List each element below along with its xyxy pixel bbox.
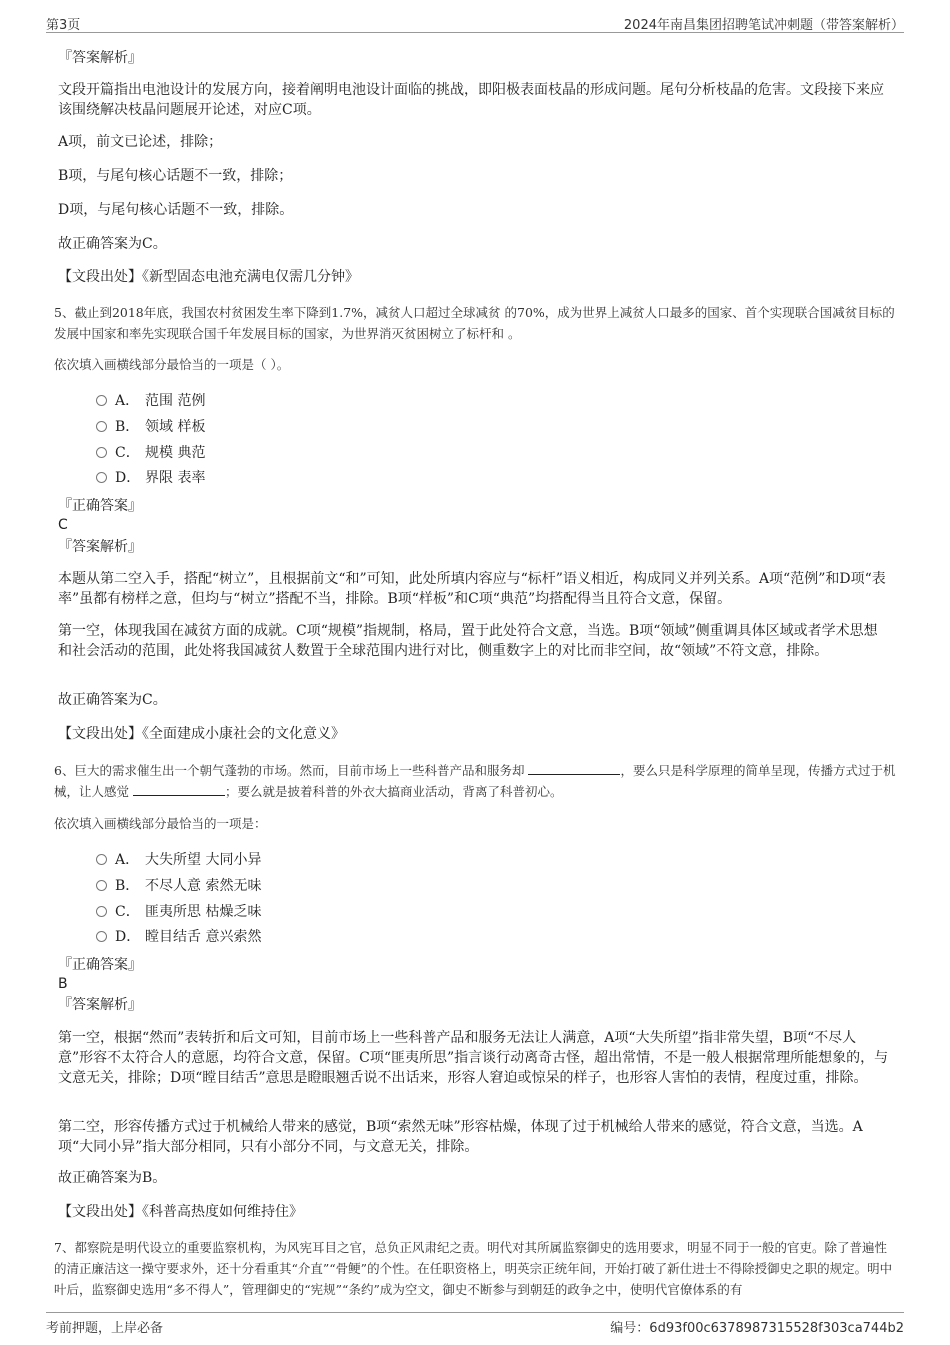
radio-icon[interactable] xyxy=(96,472,107,483)
q5-option-a[interactable]: A． 范围 范例 xyxy=(96,391,205,411)
q4-conclusion: 故正确答案为C。 xyxy=(58,236,167,252)
q5-conclusion: 故正确答案为C。 xyxy=(58,692,167,708)
q6-option-d[interactable]: D． 瞠目结舌 意兴索然 xyxy=(96,927,261,947)
q5-analysis-heading: 『答案解析』 xyxy=(58,539,142,555)
q6-answer-heading: 『正确答案』 xyxy=(58,957,142,973)
fill-blank-2 xyxy=(133,783,225,796)
q5-option-d[interactable]: D． 界限 表率 xyxy=(96,468,205,488)
q6-option-b[interactable]: B． 不尽人意 索然无味 xyxy=(96,876,261,896)
q4-analysis-heading: 『答案解析』 xyxy=(58,50,142,66)
document-code: 编号：6d93f00c6378987315528f303ca744b2 xyxy=(610,1321,904,1336)
radio-icon[interactable] xyxy=(96,421,107,432)
q5-analysis-p2: 第一空，体现我国在减贫方面的成就。C项“规模”指规制，格局，置于此处符合文意，当选。B项“领域”侧重调具体区域或者学术思想和社会活动的范围，此处将我国减贫人数置于全球范围内进行对比，侧重数字上的对比而非空间，故“领域”不符文意，排除。 xyxy=(58,623,878,659)
radio-icon[interactable] xyxy=(96,931,107,942)
q4-analysis-p4: D项，与尾句核心话题不一致，排除。 xyxy=(58,202,294,218)
q6-analysis-p1: 第一空，根据“然而”表转折和后文可知，目前市场上一些科普产品和服务无法让人满意，A项“大失所望”指非常失望，B项“不尽人意”形容不太符合人的意愿，均符合文意，保留。C项“匪夷所思”指言谈行动离奇古怪，超出常情，不是一般人根据常理所能想象的，与文意无关，排除；D项“瞠目结舌”意思是瞪眼翘舌说不出话来，形容人窘迫或惊呆的样子，也形容人害怕的表情，程度过重，排除。 xyxy=(58,1030,889,1086)
q5-answer-heading: 『正确答案』 xyxy=(58,498,142,514)
q6-option-a[interactable]: A． 大失所望 大同小异 xyxy=(96,850,261,870)
q4-analysis-p2: A项，前文已论述，排除； xyxy=(58,134,223,150)
q7-stem: 7、都察院是明代设立的重要监察机构，为风宪耳目之官，总负正风肃纪之责。明代对其所属监察御史的选用要求，明显不同于一般的官吏。除了普遍性的清正廉洁这一操守要求外，还十分看重其“介直”“骨鲠”的个性。在任职资格上，明英宗正统年间，开始打破了新仕进士不得除授御史之职的规定。明中叶后，监察御史选用“多不得人”，管理御史的“宪规”“条约”成为空文，御史不断参与到朝廷的政争之中，使明代官僚体系的有 xyxy=(54,1240,893,1297)
radio-icon[interactable] xyxy=(96,395,107,406)
fill-blank-1 xyxy=(528,762,620,775)
q5-option-c[interactable]: C． 规模 典范 xyxy=(96,443,205,463)
q5-prompt: 依次填入画横线部分最恰当的一项是（ ）。 xyxy=(54,357,290,372)
q5-source: 【文段出处】《全面建成小康社会的文化意义》 xyxy=(58,726,345,742)
q5-analysis-p1: 本题从第二空入手，搭配“树立”，且根据前文“和”可知，此处所填内容应与“标杆”语义相近，构成同义并列关系。A项“范例”和D项“表率”虽都有榜样之意，但均与“树立”搭配不当，排除。B项“样板”和C项“典范”均搭配得当且符合文意，保留。 xyxy=(58,571,886,607)
q5-option-b[interactable]: B． 领域 样板 xyxy=(96,417,205,437)
radio-icon[interactable] xyxy=(96,880,107,891)
q5-stem: 5、截止到2018年底，我国农村贫困发生率下降到1.7%，减贫人口超过全球减贫 的70%，成为世界上减贫人口最多的国家、首个实现联合国减贫目标的发展中国家和率先实现联合国千年发展目标的国家，为世界消灭贫困树立了标杆和 。 xyxy=(54,305,895,341)
q6-answer: B xyxy=(58,976,68,992)
q4-analysis-p3: B项，与尾句核心话题不一致，排除； xyxy=(58,168,293,184)
q6-analysis-heading: 『答案解析』 xyxy=(58,997,142,1013)
q4-source: 【文段出处】《新型固态电池充满电仅需几分钟》 xyxy=(58,269,359,285)
q6-analysis-p2: 第二空，形容传播方式过于机械给人带来的感觉，B项“索然无味”形容枯燥，体现了过于机械给人带来的感觉，符合文意，当选。A项“大同小异”指大部分相同，只有小部分不同，与文意无关，排除。 xyxy=(58,1119,863,1155)
q5-answer: C xyxy=(58,517,68,533)
q6-prompt: 依次填入画横线部分最恰当的一项是： xyxy=(54,816,267,831)
q6-option-c[interactable]: C． 匪夷所思 枯燥乏味 xyxy=(96,902,261,922)
footer-slogan: 考前押题，上岸必备 xyxy=(46,1321,164,1336)
radio-icon[interactable] xyxy=(96,906,107,917)
document-title: 2024年南昌集团招聘笔试冲刺题（带答案解析） xyxy=(623,18,904,33)
radio-icon[interactable] xyxy=(96,447,107,458)
page-number: 第3页 xyxy=(46,18,81,33)
page-header xyxy=(46,14,904,33)
radio-icon[interactable] xyxy=(96,854,107,865)
q6-source: 【文段出处】《科普高热度如何维持住》 xyxy=(58,1204,303,1220)
page-footer xyxy=(46,1312,904,1336)
q4-analysis-p1: 文段开篇指出电池设计的发展方向，接着阐明电池设计面临的挑战，即阳极表面枝晶的形成问题。尾句分析枝晶的危害。文段接下来应该围绕解决枝晶问题展开论述，对应C项。 xyxy=(58,82,884,118)
q6-conclusion: 故正确答案为B。 xyxy=(58,1170,167,1186)
q6-stem: 6、巨大的需求催生出一个朝气蓬勃的市场。然而，目前市场上一些科普产品和服务却 ，要么只是科学原理的简单呈现，传播方式过于机械，让人感觉 ；要么就是披着科普的外衣大搞商业活动，背离了科普初心。 xyxy=(54,763,896,799)
